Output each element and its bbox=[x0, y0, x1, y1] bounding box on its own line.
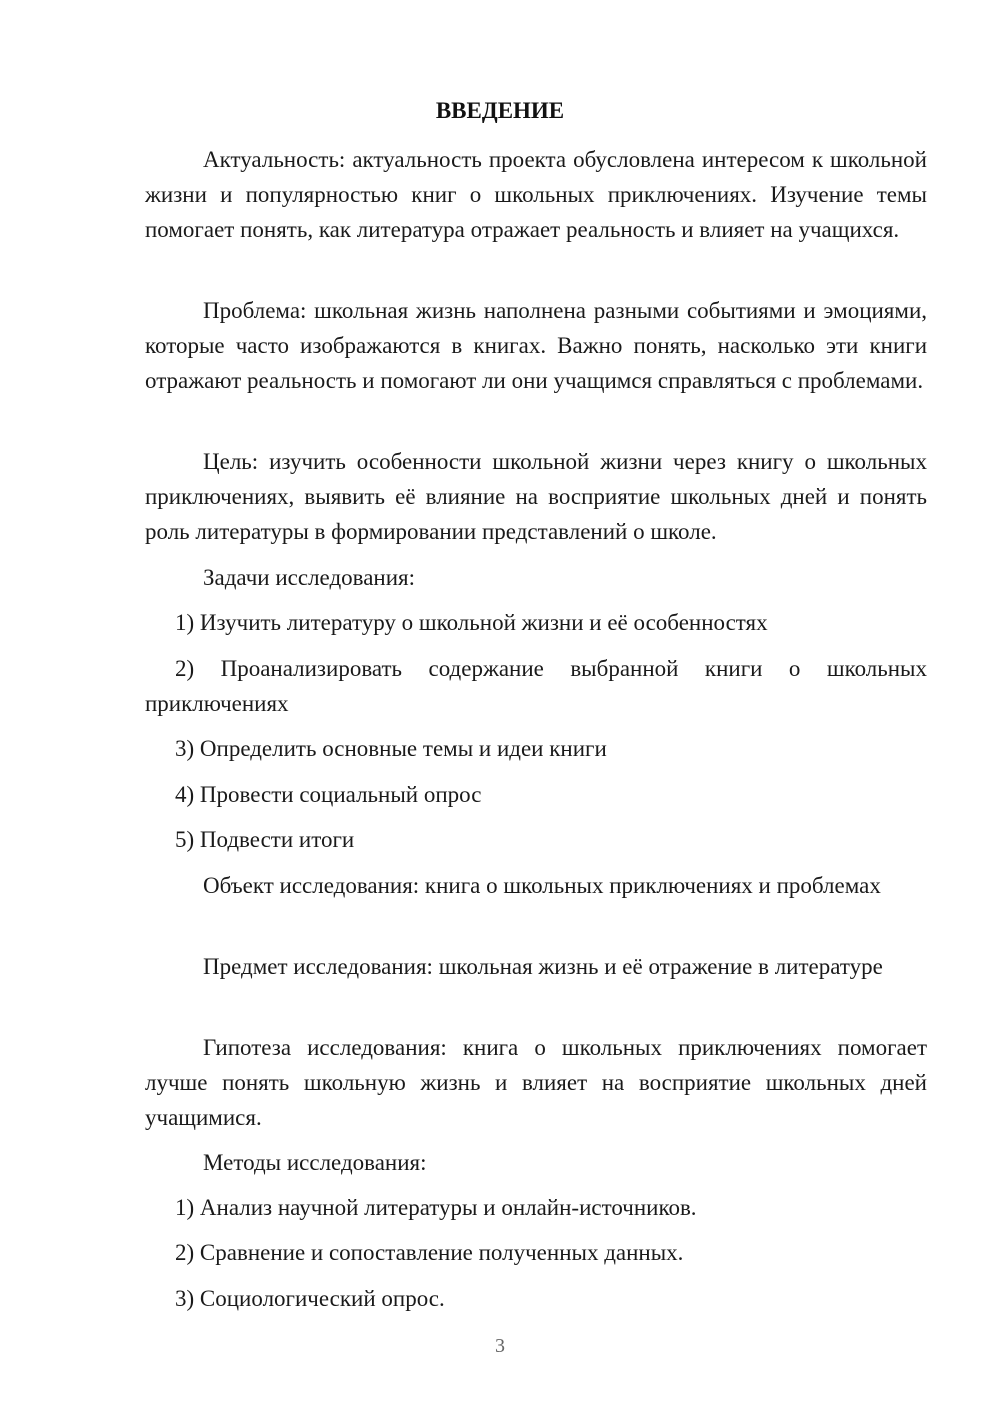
problem-paragraph: Проблема: школьная жизнь наполнена разными событиями и эмоциями, которые часто изображаются в книгах. Важно понять, насколько эти книги отражают реальность и помогают ли они учащимся справляться с проблемами. bbox=[145, 298, 927, 393]
method-item: 3) Социологический опрос. bbox=[175, 1286, 445, 1311]
task-item: 4) Провести социальный опрос bbox=[175, 782, 482, 807]
page-title: ВВЕДЕНИЕ bbox=[435, 98, 565, 123]
task-item: 2) Проанализировать содержание выбранной книги о школьных приключениях bbox=[145, 656, 927, 716]
relevance-paragraph: Актуальность: актуальность проекта обусловлена интересом к школьной жизни и популярностью книг о школьных приключениях. Изучение темы помогает понять, как литература отражает реальность и влияет на учащихся. bbox=[145, 147, 927, 242]
research-subject-paragraph: Предмет исследования: школьная жизнь и её отражение в литературе bbox=[203, 954, 883, 979]
tasks-heading: Задачи исследования: bbox=[203, 565, 416, 590]
hypothesis-paragraph: Гипотеза исследования: книга о школьных приключениях помогает лучше понять школьную жизнь и влияет на восприятие школьных дней учащимися. bbox=[145, 1035, 927, 1130]
task-item: 5) Подвести итоги bbox=[175, 827, 355, 852]
research-object-paragraph: Объект исследования: книга о школьных приключениях и проблемах bbox=[203, 873, 881, 898]
task-item: 1) Изучить литературу о школьной жизни и её особенностях bbox=[175, 610, 768, 635]
page-number: 3 bbox=[495, 1335, 505, 1357]
method-item: 1) Анализ научной литературы и онлайн-источников. bbox=[175, 1195, 697, 1220]
goal-paragraph: Цель: изучить особенности школьной жизни через книгу о школьных приключениях, выявить её влияние на восприятие школьных дней и понять роль литературы в формировании представлений о школе. bbox=[145, 449, 927, 544]
methods-heading: Методы исследования: bbox=[203, 1150, 427, 1175]
method-item: 2) Сравнение и сопоставление полученных данных. bbox=[175, 1240, 684, 1265]
task-item: 3) Определить основные темы и идеи книги bbox=[175, 736, 607, 761]
